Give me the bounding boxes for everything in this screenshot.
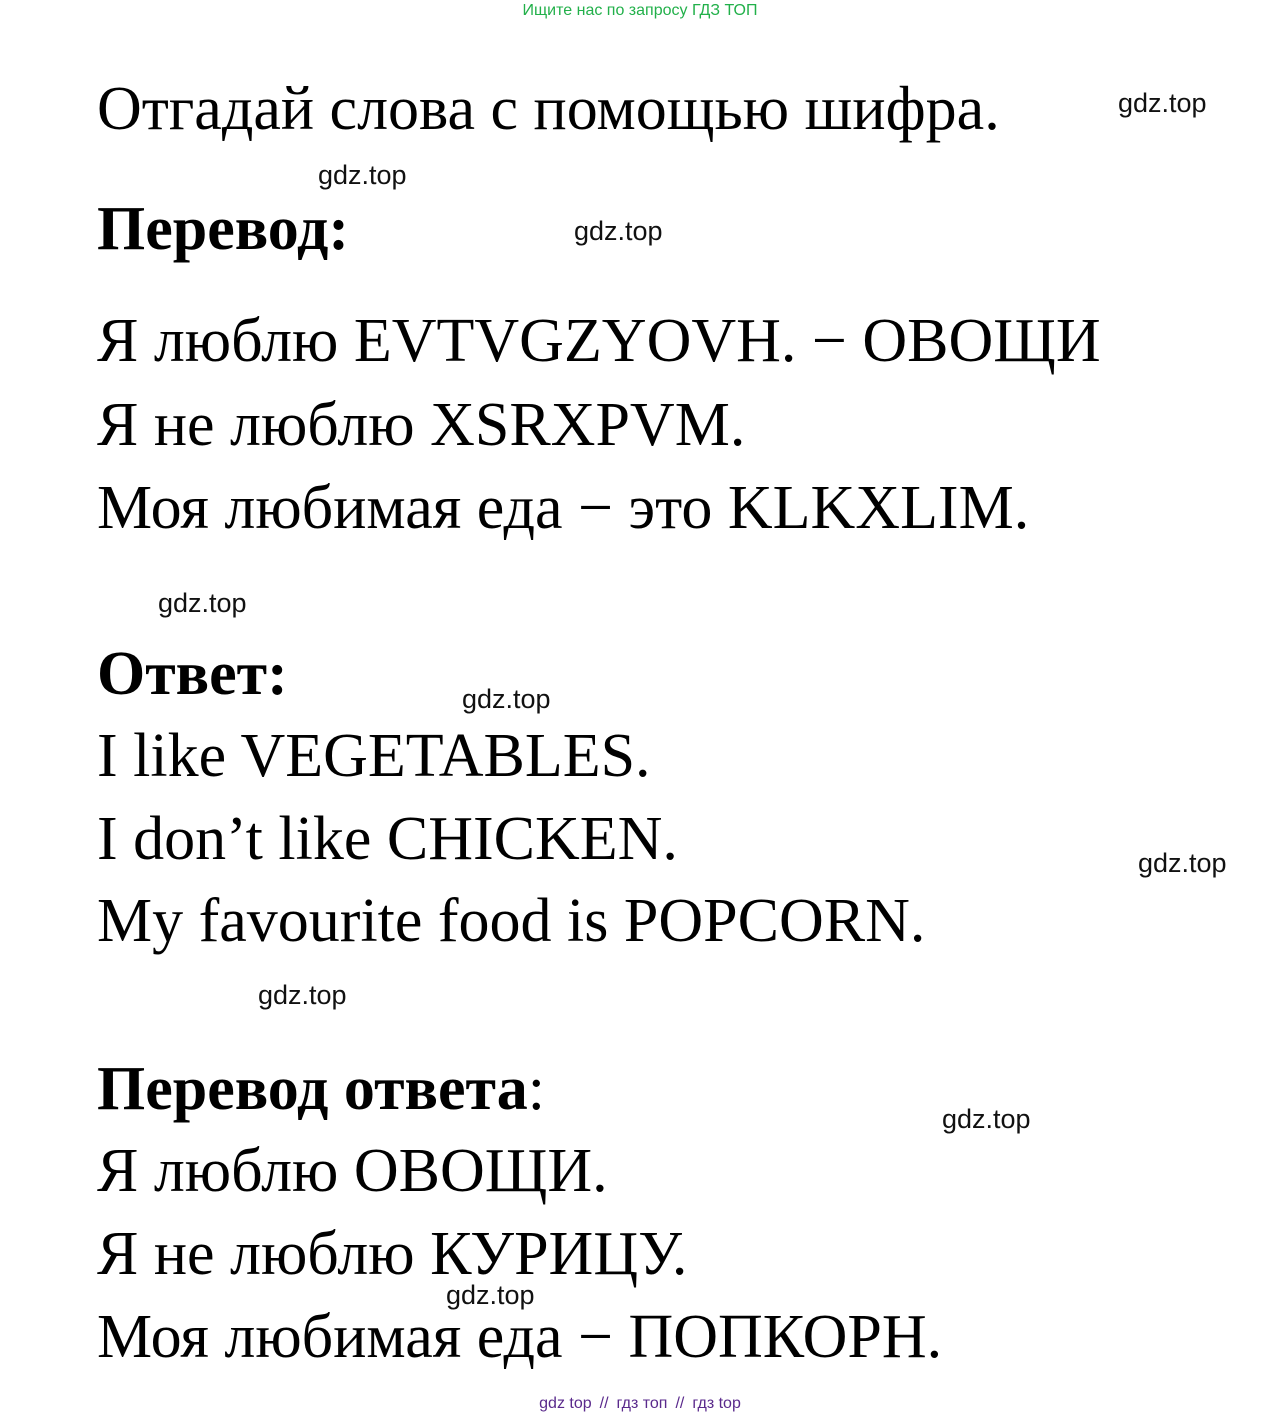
watermark: gdz.top xyxy=(258,980,347,1010)
translation-heading: Перевод: xyxy=(97,195,350,263)
watermark: gdz.top xyxy=(1118,88,1207,118)
footer-separator: // xyxy=(599,1395,609,1412)
footer-link-gdz-top-cyrillic[interactable]: гдз топ xyxy=(616,1395,668,1412)
answer-line-2: I don’t like CHICKEN. xyxy=(97,805,678,873)
translation-line-1: Я люблю EVTVGZYOVH. − ОВОЩИ xyxy=(97,307,1101,375)
footer-links xyxy=(0,1395,1280,1413)
footer-link-gdz-top[interactable]: gdz top xyxy=(539,1395,592,1412)
answer-translation-line-1: Я люблю ОВОЩИ. xyxy=(97,1137,608,1205)
watermark: gdz.top xyxy=(158,588,247,618)
answer-line-1: I like VEGETABLES. xyxy=(97,722,651,790)
watermark: gdz.top xyxy=(462,684,551,714)
task-instruction: Отгадай слова с помощью шифра. xyxy=(97,75,1000,143)
answer-translation-line-3: Моя любимая еда − ПОПКОРН. xyxy=(97,1303,943,1371)
watermark: gdz.top xyxy=(1138,848,1227,878)
watermark: gdz.top xyxy=(942,1104,1031,1134)
watermark: gdz.top xyxy=(446,1280,535,1310)
translation-line-3: Моя любимая еда − это KLKXLIM. xyxy=(97,474,1030,542)
answer-translation-heading xyxy=(97,1055,545,1123)
search-hint-link[interactable]: Ищите нас по запросу ГДЗ ТОП xyxy=(522,2,758,19)
answer-heading: Ответ: xyxy=(97,640,288,708)
footer-link-gdz-top-mixed[interactable]: гдз top xyxy=(692,1395,741,1412)
footer-separator: // xyxy=(675,1395,685,1412)
watermark: gdz.top xyxy=(318,160,407,190)
answer-translation-heading-text: Перевод ответа xyxy=(97,1055,528,1123)
translation-line-2: Я не люблю XSRXPVM. xyxy=(97,391,746,459)
answer-translation-line-2: Я не люблю КУРИЦУ. xyxy=(97,1220,688,1288)
watermark: gdz.top xyxy=(574,216,663,246)
answer-translation-heading-colon: : xyxy=(527,1055,545,1123)
answer-line-3: My favourite food is POPCORN. xyxy=(97,887,926,955)
